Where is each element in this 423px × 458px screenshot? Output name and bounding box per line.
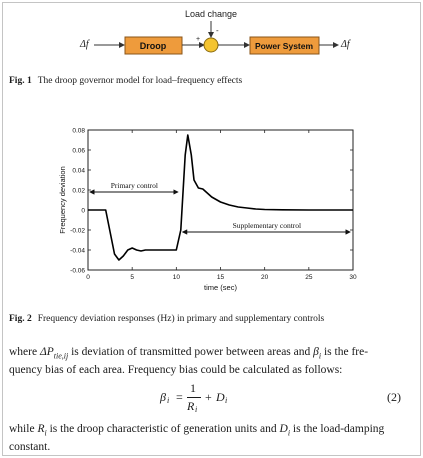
x-tick-label: 10	[172, 274, 180, 281]
y-tick-label: 0.04	[72, 167, 85, 175]
y-tick-label: -0.02	[70, 227, 85, 235]
annotation-label: Primary control	[110, 181, 159, 190]
beta-subscript: i	[318, 351, 322, 361]
output-label: Δf	[341, 39, 350, 50]
eq-beta: β	[160, 390, 166, 404]
x-tick-label: 5	[130, 274, 134, 281]
summing-junction	[204, 38, 218, 52]
eq-d: D	[216, 390, 225, 404]
sum-minus-sign: -	[216, 26, 219, 35]
while-tail-text: is the load-damping	[290, 423, 385, 435]
r-subscript: i	[44, 428, 47, 438]
power-system-label: Power System	[254, 41, 314, 51]
fig1-caption-text: The droop governor model for load–frequency effects	[37, 76, 243, 86]
droop-label: Droop	[139, 41, 167, 51]
beta-symbol: β	[313, 346, 319, 358]
d-subscript: i	[287, 428, 291, 438]
eq-r-subscript: i	[195, 405, 198, 414]
fig1-caption-label: Fig. 1	[9, 76, 32, 86]
while-middle-text: is the droop characteristic of generation units and	[46, 423, 277, 435]
where-line-2: quency bias of each area. Frequency bias could be calculated as follows:	[9, 364, 343, 377]
equation-number: (2)	[387, 390, 401, 404]
y-tick-label: 0.06	[72, 147, 85, 155]
eq-d-subscript: i	[225, 396, 228, 405]
paragraph-where	[9, 345, 414, 377]
where-tail-text: is the fre-	[321, 346, 369, 358]
eq-plus: +	[205, 390, 212, 404]
annotation-label: Supplementary control	[232, 221, 302, 230]
paragraph-while	[9, 422, 414, 454]
where-word: where	[9, 346, 38, 358]
eq-fraction-bar	[187, 397, 201, 398]
d-symbol: D	[279, 423, 288, 435]
delta-p-subscript: tie,ij	[53, 351, 69, 361]
fig2-caption	[9, 313, 324, 325]
y-tick-label: -0.04	[70, 247, 85, 255]
fig2-caption-label: Fig. 2	[9, 314, 32, 324]
frequency-deviation-line	[88, 135, 353, 260]
x-axis-label: time (sec)	[204, 283, 237, 292]
x-tick-label: 30	[349, 274, 357, 281]
x-tick-label: 25	[305, 274, 313, 281]
input-label: Δf	[80, 39, 89, 50]
plot-frame	[88, 130, 353, 270]
y-tick-label: 0	[81, 207, 85, 215]
droop-block-diagram	[0, 0, 423, 80]
fig1-caption	[9, 75, 242, 87]
y-axis-label: Frequency deviation	[58, 166, 67, 234]
load-change-label: Load change	[184, 9, 238, 19]
x-tick-label: 15	[216, 274, 225, 281]
delta-p-symbol: ΔP	[39, 346, 54, 358]
while-word: while	[9, 423, 35, 435]
frequency-deviation-chart	[0, 120, 423, 305]
x-tick-label: 20	[261, 274, 269, 281]
x-tick-label: 0	[86, 274, 90, 281]
while-line-2: constant.	[9, 441, 51, 454]
r-symbol: R	[37, 423, 45, 435]
eq-numerator: 1	[190, 381, 196, 395]
where-middle-text: is deviation of transmitted power between areas and	[68, 346, 311, 358]
y-tick-label: -0.06	[70, 267, 85, 275]
y-tick-label: 0.08	[72, 127, 85, 135]
eq-r: R	[187, 399, 195, 413]
equation-2	[160, 381, 270, 415]
y-tick-label: 0.02	[72, 187, 85, 195]
eq-beta-subscript: i	[167, 396, 170, 405]
sum-plus-sign: +	[196, 36, 201, 43]
fig2-caption-text: Frequency deviation responses (Hz) in primary and supplementary controls	[37, 314, 325, 324]
eq-equals: =	[176, 390, 183, 404]
